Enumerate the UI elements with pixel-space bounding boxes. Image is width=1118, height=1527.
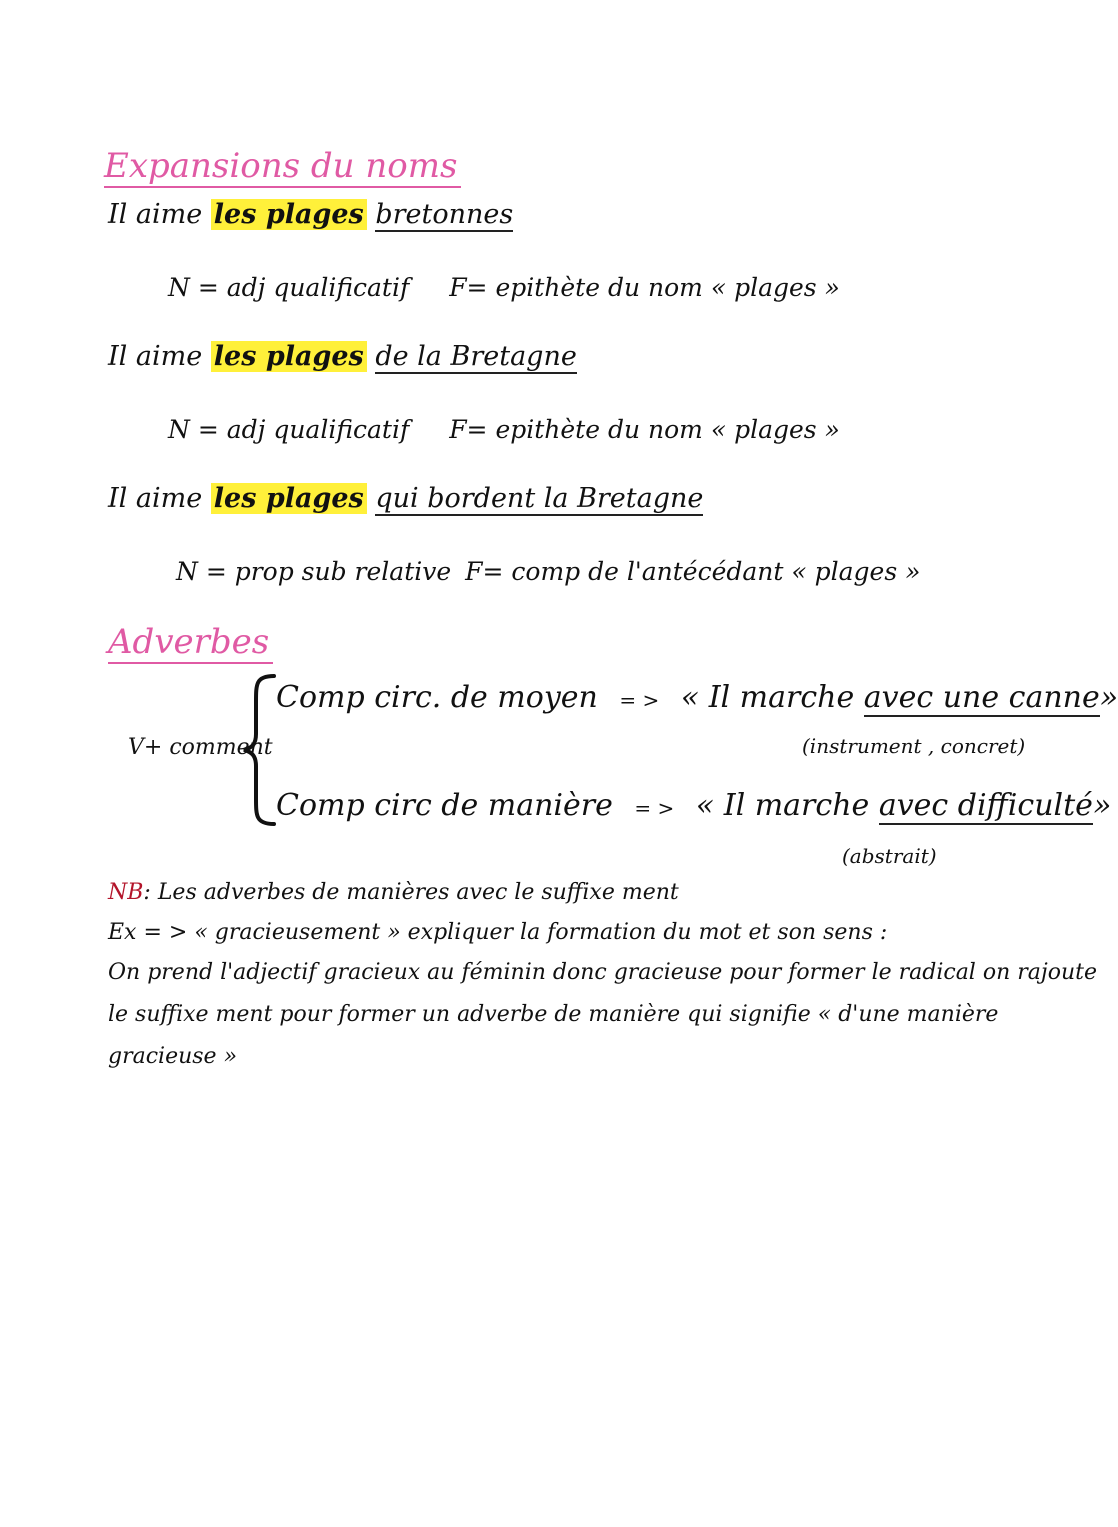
sentence-subject: Il aime [108,199,203,230]
arrow-icon: = > [634,796,675,820]
example-quote-close: » [1099,680,1118,715]
fonction-label: F= comp de l'antécédant « plages » [465,557,921,586]
moyen-note: (instrument , concret) [802,734,1026,758]
example-sentence-1 [108,198,513,232]
nb-label: NB [108,880,144,905]
nb-text: : Les adverbes de manières avec le suffixe ment [143,880,679,905]
section-title-adverbes: Adverbes [108,622,273,664]
comp-circ-moyen-row [276,680,1118,718]
nb-line-3: On prend l'adjectif gracieux au féminin donc gracieuse pour former le radical on rajoute [108,960,1097,985]
maniere-note: (abstrait) [842,844,937,868]
comp-moyen-label: Comp circ. de moyen [276,680,598,715]
nature-label: N = adj qualificatif [168,273,410,302]
fonction-label: F= epithète du nom « plages » [449,273,840,302]
analysis-line-2 [168,414,840,446]
comp-circ-maniere-row [276,788,1111,826]
v-comment-label: V+ comment [128,735,273,760]
sentence-subject: Il aime [108,341,203,372]
nb-line-5: gracieuse » [108,1044,238,1069]
example-quote-open: « Il marche [680,680,855,715]
sentence-subject: Il aime [108,483,203,514]
noun-expansion: qui bordent la Bretagne [375,483,704,514]
highlighted-noun: les plages [211,199,367,230]
highlighted-noun: les plages [211,341,367,372]
arrow-icon: = > [619,688,660,712]
example-underlined-complement: avec difficulté [878,788,1093,823]
comp-maniere-label: Comp circ de manière [276,788,613,823]
nature-label: N = prop sub relative [176,557,452,586]
example-sentence-2 [108,340,577,374]
example-underlined-complement: avec une canne [863,680,1100,715]
nb-line-2: Ex = > « gracieusement » expliquer la formation du mot et son sens : [108,920,888,945]
analysis-line-3 [176,556,920,588]
curly-brace-icon [240,672,280,828]
highlighted-noun: les plages [211,483,367,514]
section-title-expansions: Expansions du noms [104,146,461,188]
nb-line-1 [108,874,679,912]
nature-label: N = adj qualificatif [168,415,410,444]
analysis-line-1 [168,272,840,304]
noun-expansion: de la Bretagne [375,341,577,372]
example-quote-open: « Il marche [695,788,870,823]
example-sentence-3 [108,482,703,516]
example-quote-close: » [1092,788,1112,823]
nb-line-4: le suffixe ment pour former un adverbe de manière qui signifie « d'une manière [108,1002,999,1027]
fonction-label: F= epithète du nom « plages » [449,415,840,444]
noun-expansion: bretonnes [375,199,514,230]
